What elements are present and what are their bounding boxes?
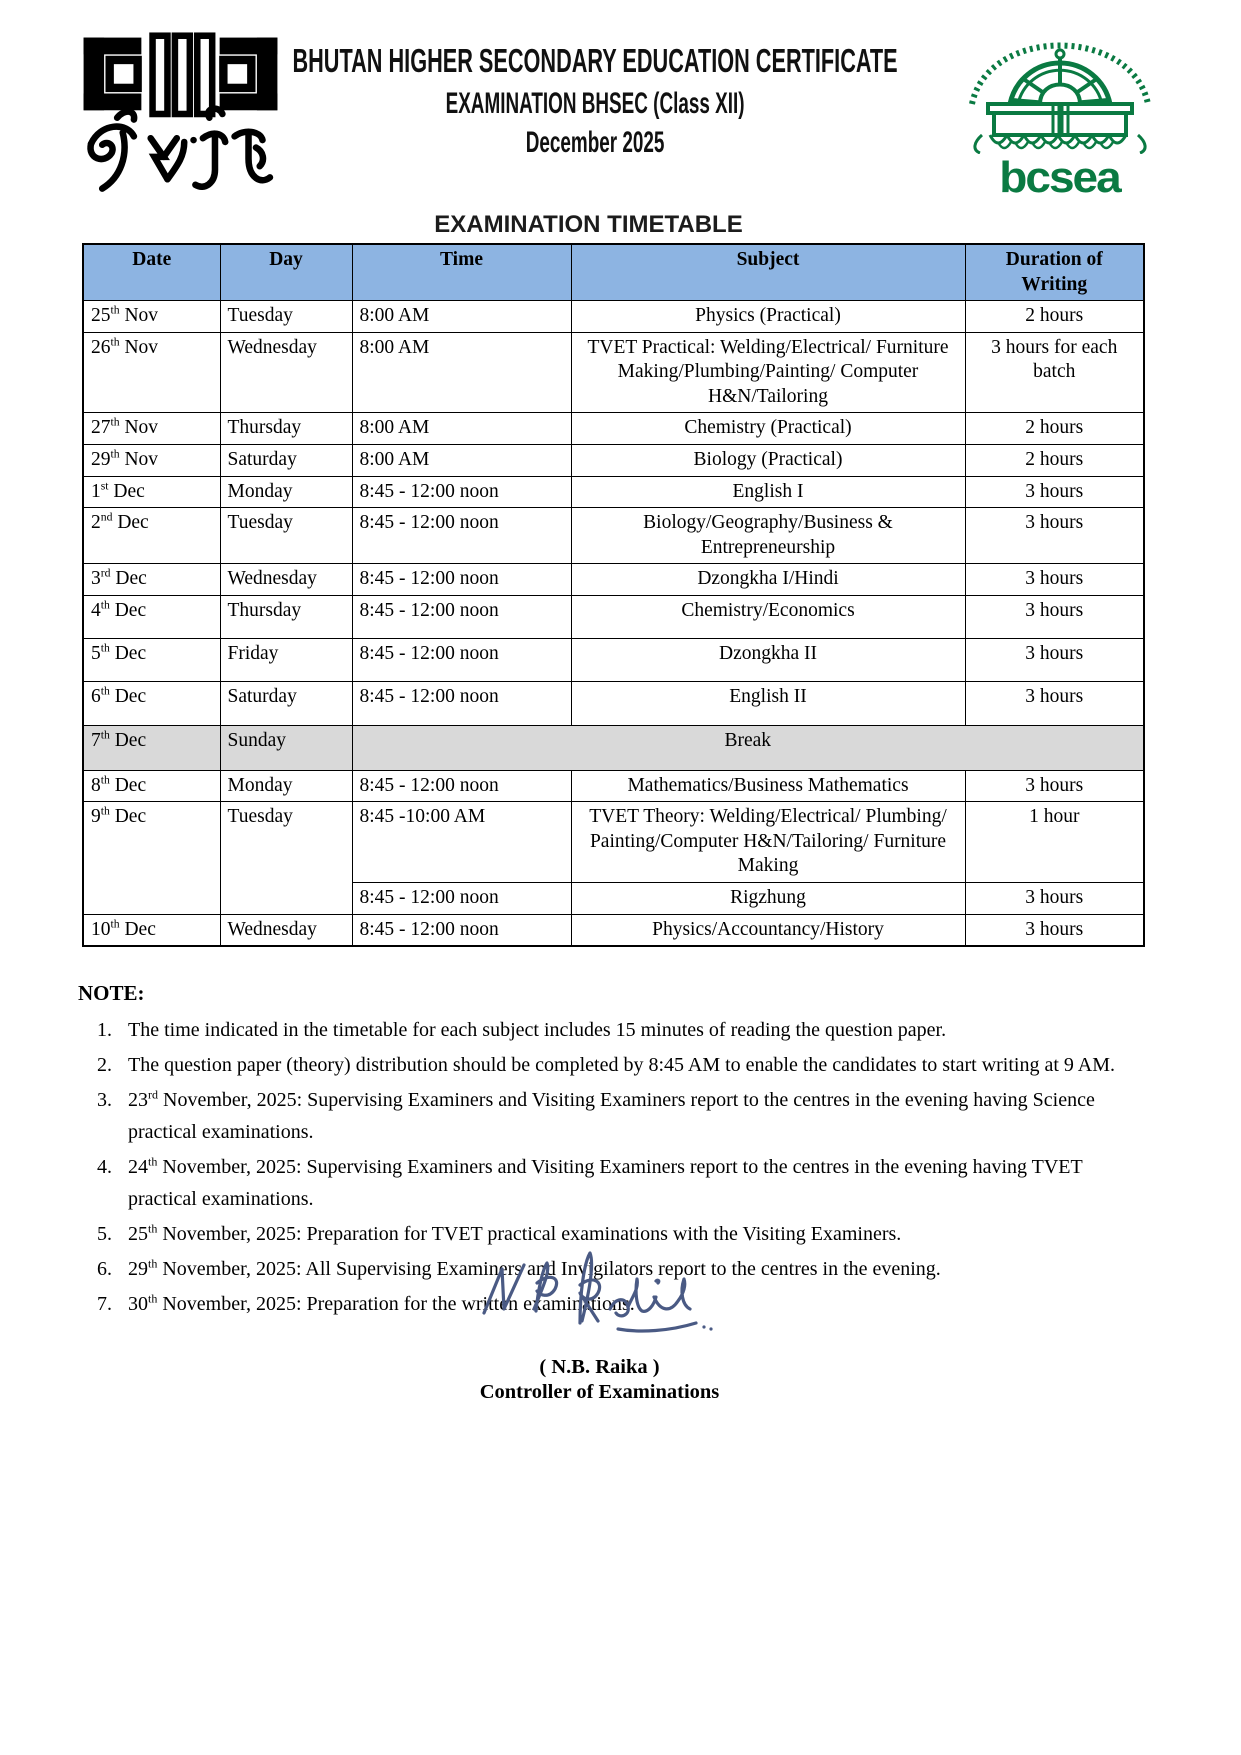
bcsea-wordmark: bcsea (999, 152, 1120, 202)
signature-handwriting-icon (476, 1245, 736, 1345)
duration-cell: 3 hours for each batch (965, 332, 1144, 413)
document-title-block (162, 42, 1027, 157)
date-cell: 2nd Dec (83, 508, 220, 564)
ordinal-suffix: th (100, 598, 110, 612)
time-cell: 8:45 - 12:00 noon (352, 595, 571, 638)
note-text: 23rd November, 2025: Supervising Examiners and Visiting Examiners report to the centres in the evening having Science practical examinations. (128, 1087, 1095, 1144)
duration-cell: 3 hours (965, 681, 1144, 725)
ordinal-suffix: th (110, 303, 120, 317)
day-cell: Wednesday (220, 332, 352, 413)
subject-cell: Physics (Practical) (571, 301, 965, 333)
day-cell: Wednesday (220, 914, 352, 946)
subject-cell: TVET Theory: Welding/Electrical/ Plumbing/ Painting/Computer H&N/Tailoring/ Furniture Making (571, 802, 965, 883)
note-number: 6. (97, 1258, 112, 1281)
ordinal-suffix: th (110, 447, 120, 461)
note-number: 2. (97, 1054, 112, 1077)
date-cell: 7th Dec (83, 725, 220, 770)
signature-block (0, 1245, 1241, 1404)
time-cell: 8:45 - 12:00 noon (352, 508, 571, 564)
duration-cell: 3 hours (965, 638, 1144, 681)
duration-cell: 3 hours (965, 508, 1144, 564)
duration-cell: 3 hours (965, 770, 1144, 802)
date-cell: 29th Nov (83, 444, 220, 476)
subject-cell: Dzongkha I/Hindi (571, 564, 965, 596)
table-row (83, 914, 1144, 946)
column-header-time: Time (352, 244, 571, 301)
date-cell: 25th Nov (83, 301, 220, 333)
subject-cell: Physics/Accountancy/History (571, 914, 965, 946)
subject-cell: Chemistry (Practical) (571, 413, 965, 445)
table-row (83, 638, 1144, 681)
duration-cell: 3 hours (965, 476, 1144, 508)
time-cell: 8:45 - 12:00 noon (352, 681, 571, 725)
date-cell: 27th Nov (83, 413, 220, 445)
break-cell: Break (352, 725, 1144, 770)
timetable-table (82, 243, 1145, 947)
table-row (83, 476, 1144, 508)
day-cell: Sunday (220, 725, 352, 770)
note-number: 7. (97, 1293, 112, 1316)
note-text: 25th November, 2025: Preparation for TVET practical examinations with the Visiting Examiners. (128, 1221, 902, 1246)
time-cell: 8:45 - 12:00 noon (352, 564, 571, 596)
table-row (83, 564, 1144, 596)
note-number: 3. (97, 1089, 112, 1112)
signatory-name: ( N.B. Raika ) (539, 1356, 660, 1378)
date-cell: 26th Nov (83, 332, 220, 413)
subject-cell: English I (571, 476, 965, 508)
day-cell: Friday (220, 638, 352, 681)
column-header-subject: Subject (571, 244, 965, 301)
duration-cell: 3 hours (965, 564, 1144, 596)
duration-cell: 3 hours (965, 595, 1144, 638)
ordinal-suffix: th (148, 1256, 158, 1271)
ordinal-suffix: st (100, 479, 109, 492)
table-row-break (83, 725, 1144, 770)
note-number: 1. (97, 1019, 112, 1042)
day-cell: Saturday (220, 681, 352, 725)
time-cell: 8:00 AM (352, 301, 571, 333)
subject-cell: TVET Practical: Welding/Electrical/ Furniture Making/Plumbing/Painting/ Computer H&N/Tailoring (571, 332, 965, 413)
ordinal-suffix: th (148, 1154, 158, 1169)
table-row (83, 444, 1144, 476)
ordinal-suffix: th (110, 917, 120, 931)
time-cell: 8:45 - 12:00 noon (352, 883, 571, 915)
date-cell: 5th Dec (83, 638, 220, 681)
time-cell: 8:00 AM (352, 413, 571, 445)
ordinal-suffix: th (110, 335, 120, 349)
time-cell: 8:45 -10:00 AM (352, 802, 571, 883)
duration-cell: 2 hours (965, 413, 1144, 445)
time-cell: 8:45 - 12:00 noon (352, 638, 571, 681)
table-row (83, 770, 1144, 802)
timetable-title: EXAMINATION TIMETABLE (434, 211, 743, 238)
date-cell: 9th Dec (83, 802, 220, 914)
notes-heading: NOTE: (78, 981, 145, 1006)
table-row (83, 681, 1144, 725)
table-row (83, 595, 1144, 638)
ordinal-suffix: th (148, 1221, 158, 1236)
table-header-row (83, 244, 1144, 301)
subject-cell: Mathematics/Business Mathematics (571, 770, 965, 802)
subject-cell: English II (571, 681, 965, 725)
day-cell: Monday (220, 476, 352, 508)
table-row (83, 301, 1144, 333)
ordinal-suffix: th (148, 1291, 158, 1306)
note-text: The time indicated in the timetable for each subject includes 15 minutes of reading the question paper. (128, 1019, 947, 1042)
note-number: 5. (97, 1223, 112, 1246)
note-item (78, 1049, 1153, 1081)
subject-cell: Dzongkha II (571, 638, 965, 681)
note-text: 24th November, 2025: Supervising Examiners and Visiting Examiners report to the centres in the evening having TVET practical examinations. (128, 1154, 1083, 1211)
page-header (0, 0, 1241, 205)
ordinal-suffix: nd (100, 510, 113, 524)
date-cell: 3rd Dec (83, 564, 220, 596)
bcsea-emblem-icon (960, 12, 1160, 154)
org-title-line1: BHUTAN HIGHER SECONDARY EDUCATION CERTIFICATE (291, 42, 898, 80)
subject-cell: Biology (Practical) (571, 444, 965, 476)
time-cell: 8:00 AM (352, 332, 571, 413)
day-cell: Thursday (220, 413, 352, 445)
column-header-duration: Duration of Writing (965, 244, 1144, 301)
day-cell: Tuesday (220, 802, 352, 914)
duration-cell: 2 hours (965, 301, 1144, 333)
date-cell: 6th Dec (83, 681, 220, 725)
day-cell: Saturday (220, 444, 352, 476)
ordinal-suffix: rd (100, 566, 111, 580)
duration-cell: 2 hours (965, 444, 1144, 476)
ordinal-suffix: rd (148, 1087, 158, 1102)
duration-cell: 1 hour (965, 802, 1144, 883)
duration-cell: 3 hours (965, 883, 1144, 915)
table-row (83, 413, 1144, 445)
time-cell: 8:45 - 12:00 noon (352, 914, 571, 946)
note-text: The question paper (theory) distribution should be completed by 8:45 AM to enable the candidates to start writing at 9 AM. (128, 1054, 1116, 1077)
time-cell: 8:45 - 12:00 noon (352, 770, 571, 802)
note-item (78, 1151, 1153, 1215)
ordinal-suffix: th (100, 684, 110, 698)
day-cell: Wednesday (220, 564, 352, 596)
time-cell: 8:45 - 12:00 noon (352, 476, 571, 508)
day-cell: Monday (220, 770, 352, 802)
note-item (78, 1014, 1153, 1046)
table-row (83, 332, 1144, 413)
signatory-role: Controller of Examinations (479, 1381, 720, 1403)
duration-cell: 3 hours (965, 914, 1144, 946)
note-number: 4. (97, 1156, 112, 1179)
time-cell: 8:00 AM (352, 444, 571, 476)
org-title-line3: December 2025 (525, 126, 664, 159)
day-cell: Thursday (220, 595, 352, 638)
column-header-date: Date (83, 244, 220, 301)
bcsea-logo (952, 12, 1167, 202)
ordinal-suffix: th (100, 804, 110, 818)
note-text: 30th November, 2025: Preparation for the written examinations. (128, 1291, 635, 1316)
date-cell: 1st Dec (83, 476, 220, 508)
day-cell: Tuesday (220, 508, 352, 564)
ordinal-suffix: th (100, 773, 110, 787)
note-item (78, 1084, 1153, 1148)
date-cell: 4th Dec (83, 595, 220, 638)
date-cell: 10th Dec (83, 914, 220, 946)
column-header-day: Day (220, 244, 352, 301)
date-cell: 8th Dec (83, 770, 220, 802)
table-row (83, 508, 1144, 564)
ordinal-suffix: th (100, 641, 110, 655)
subject-cell: Biology/Geography/Business & Entrepreneurship (571, 508, 965, 564)
subject-cell: Chemistry/Economics (571, 595, 965, 638)
ordinal-suffix: th (110, 415, 120, 429)
table-row (83, 802, 1144, 883)
note-text: 29th November, 2025: All Supervising Examiners and Invigilators report to the centres in the evening. (128, 1256, 941, 1281)
ordinal-suffix: th (100, 728, 110, 742)
subject-cell: Rigzhung (571, 883, 965, 915)
day-cell: Tuesday (220, 301, 352, 333)
org-title-line2: EXAMINATION BHSEC (Class XII) (445, 87, 745, 120)
